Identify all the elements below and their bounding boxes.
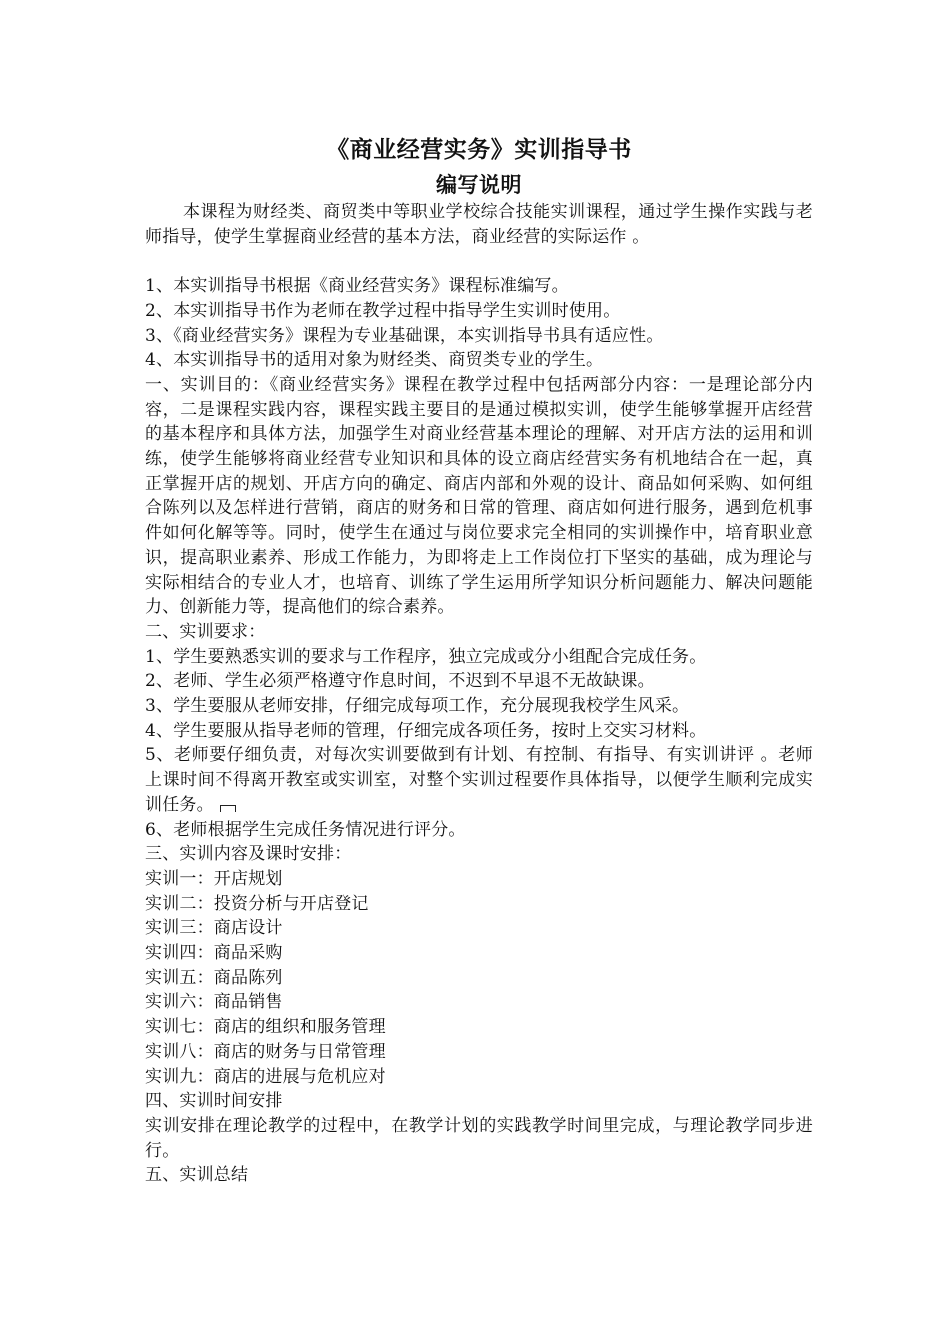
requirement-item-5 (145, 743, 813, 817)
requirement-item: 1、学生要熟悉实训的要求与工作程序，独立完成或分小组配合完成任务。 (145, 646, 707, 667)
module-item: 实训四：商品采购 (145, 943, 283, 964)
requirement-item-6: 6、老师根据学生完成任务情况进行评分。 (145, 819, 466, 840)
requirements-heading: 二、实训要求： (145, 621, 266, 642)
module-item: 实训八：商店的财务与日常管理 (145, 1041, 386, 1062)
module-item: 实训九：商店的进展与危机应对 (145, 1066, 386, 1087)
content-heading: 三、实训内容及课时安排： (145, 844, 352, 865)
note-item: 3、《商业经营实务》课程为专业基础课，本实训指导书具有适应性。 (145, 325, 664, 346)
document-title: 《商业经营实务》实训指导书 (326, 137, 632, 163)
module-item: 实训五：商品陈列 (145, 967, 283, 988)
requirement-item: 3、学生要服从老师安排，仔细完成每项工作，充分展现我校学生风采。 (145, 696, 690, 717)
schedule-paragraph: 实训安排在理论教学的过程中，在教学计划的实践教学时间里完成，与理论教学同步进行。 (145, 1116, 813, 1161)
note-item: 1、本实训指导书根据《商业经营实务》课程标准编写。 (145, 276, 569, 297)
module-item: 实训二：投资分析与开店登记 (145, 893, 369, 914)
requirement-5-text: 5、老师要仔细负责，对每次实训要做到有计划、有控制、有指导、有实训讲评 。老师上课时间不得离开教室或实训室，对整个实训过程要作具体指导，以便学生顺利完成实训任务。 (145, 745, 813, 815)
document-subtitle: 编写说明 (436, 172, 522, 197)
module-item: 实训七：商店的组织和服务管理 (145, 1017, 386, 1038)
blank-line (145, 249, 813, 274)
module-item: 实训一：开店规划 (145, 868, 283, 889)
purpose-paragraph: 一、实训目的：《商业经营实务》课程在教学过程中包括两部分内容：一是理论部分内容，二是课程实践内容，课程实践主要目的是通过模拟实训，使学生能够掌握开店经营的基本程序和具体方法，加强学生对商业经营基本理论的理解、对开店方法的运用和训练，使学生能够将商业经营专业知识和具体的设立商店经营实务有机地结合在一起，真正掌握开店的规划、开店方向的确定、商店内部和外观的设计、商品如何采购、如何组合陈列以及怎样进行营销，商店的财务和日常的管理、商店如何进行服务，遇到危机事件如何化解等等。同时，使学生在通过与岗位要求完全相同的实训操作中，培育职业意识，提高职业素养、形成工作能力，为即将走上工作岗位打下坚实的基础，成为理论与实际相结合的专业人才，也培育、训练了学生运用所学知识分析问题能力、解决问题能力、创新能力等，提高他们的综合素养。 (145, 374, 813, 618)
schedule-heading: 四、实训时间安排 (145, 1091, 283, 1112)
note-item: 4、本实训指导书的适用对象为财经类、商贸类专业的学生。 (145, 350, 604, 371)
module-item: 实训六：商品销售 (145, 992, 283, 1013)
document-page (145, 130, 813, 1188)
editor-mark-icon (220, 805, 236, 812)
intro-paragraph: 本课程为财经类、商贸类中等职业学校综合技能实训课程，通过学生操作实践与老师指导，使学生掌握商业经营的基本方法，商业经营的实际运作 。 (145, 202, 813, 247)
requirement-item: 4、学生要服从指导老师的管理，仔细完成各项任务，按时上交实习材料。 (145, 720, 707, 741)
note-item: 2、本实训指导书作为老师在教学过程中指导学生实训时使用。 (145, 300, 621, 321)
module-item: 实训三：商店设计 (145, 918, 283, 939)
summary-heading: 五、实训总结 (145, 1165, 249, 1186)
requirement-item: 2、老师、学生必须严格遵守作息时间，不迟到不早退不无故缺课。 (145, 671, 655, 692)
